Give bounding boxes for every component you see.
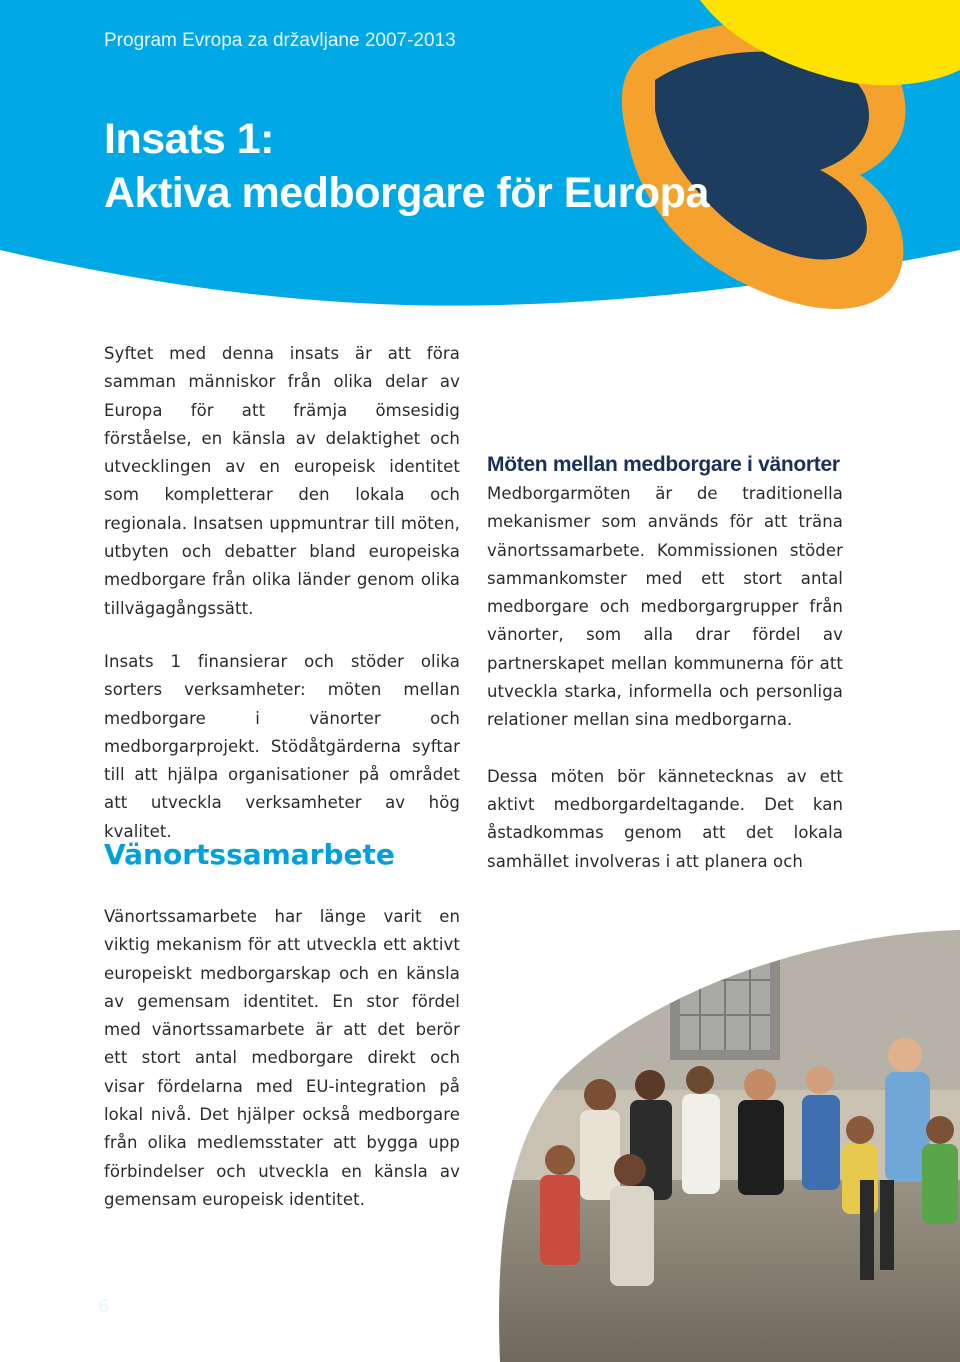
intro-paragraph-2: Insats 1 finansierar och stöder olika sorters verksamheter: möten mellan medborgare i vänorter och medborgarprojekt. Stödåtgärderna syftar till att hjälpa organisationer på området att utveckla verksamheter av hög kvalitet. (104, 652, 460, 841)
page-number: 6 (98, 1296, 110, 1317)
moten-section (487, 450, 843, 876)
page-title-line1: Insats 1: (104, 115, 274, 163)
intro-paragraph-1: Syftet med denna insats är att föra samman människor från olika delar av Europa för att främja ömsesidig förståelse, en känsla av delaktighet och utvecklingen av en europeisk identitet som kompletterar den lokala och regionala. Insatsen uppmuntrar till möten, utbyten och debatter bland europeiska medborgare från olika länder genom olika tillvägagångssätt. (104, 344, 460, 618)
intro-section (104, 340, 460, 623)
program-header: Program Evropa za državljane 2007-2013 (104, 30, 456, 51)
vanortssamarbete-heading: Vänortssamarbete (104, 838, 395, 871)
vanortssamarbete-section (104, 903, 460, 1214)
vanortssamarbete-paragraph: Vänortssamarbete har länge varit en viktig mekanism för att utveckla ett aktivt europeiskt medborgarskap och en känsla av gemensam identitet. En stor fördel med vänortssamarbete är att det berör ett stort antal medborgare direkt och visar fördelarna med EU-integration på lokal nivå. Det hjälper också medborgare från olika medlemsstater att bygga upp förbindelser och utveckla en känsla av gemensam europeisk identitet. (104, 907, 460, 1209)
moten-heading: Möten mellan medborgare i vänorter (487, 453, 840, 476)
page-title (104, 112, 709, 220)
moten-paragraph-1: Medborgarmöten är de traditionella mekanismer som används för att träna vänortssamarbete. Kommissionen stöder sammankomster med ett stort antal medborgare och medborgargrupper från vänorter, som alla drar fördel av partnerskapet mellan kommunerna för att utveckla starka, informella och personliga relationer mellan sina medborgarna. (487, 484, 843, 730)
moten-paragraph-2: Dessa möten bör kännetecknas av ett aktivt medborgardeltagande. Det kan åstadkommas genom att det lokala samhället involveras i att planera och (487, 766, 843, 871)
page-title-line2: Aktiva medborgare för Europa (104, 169, 709, 217)
intro-section-2 (104, 648, 460, 846)
